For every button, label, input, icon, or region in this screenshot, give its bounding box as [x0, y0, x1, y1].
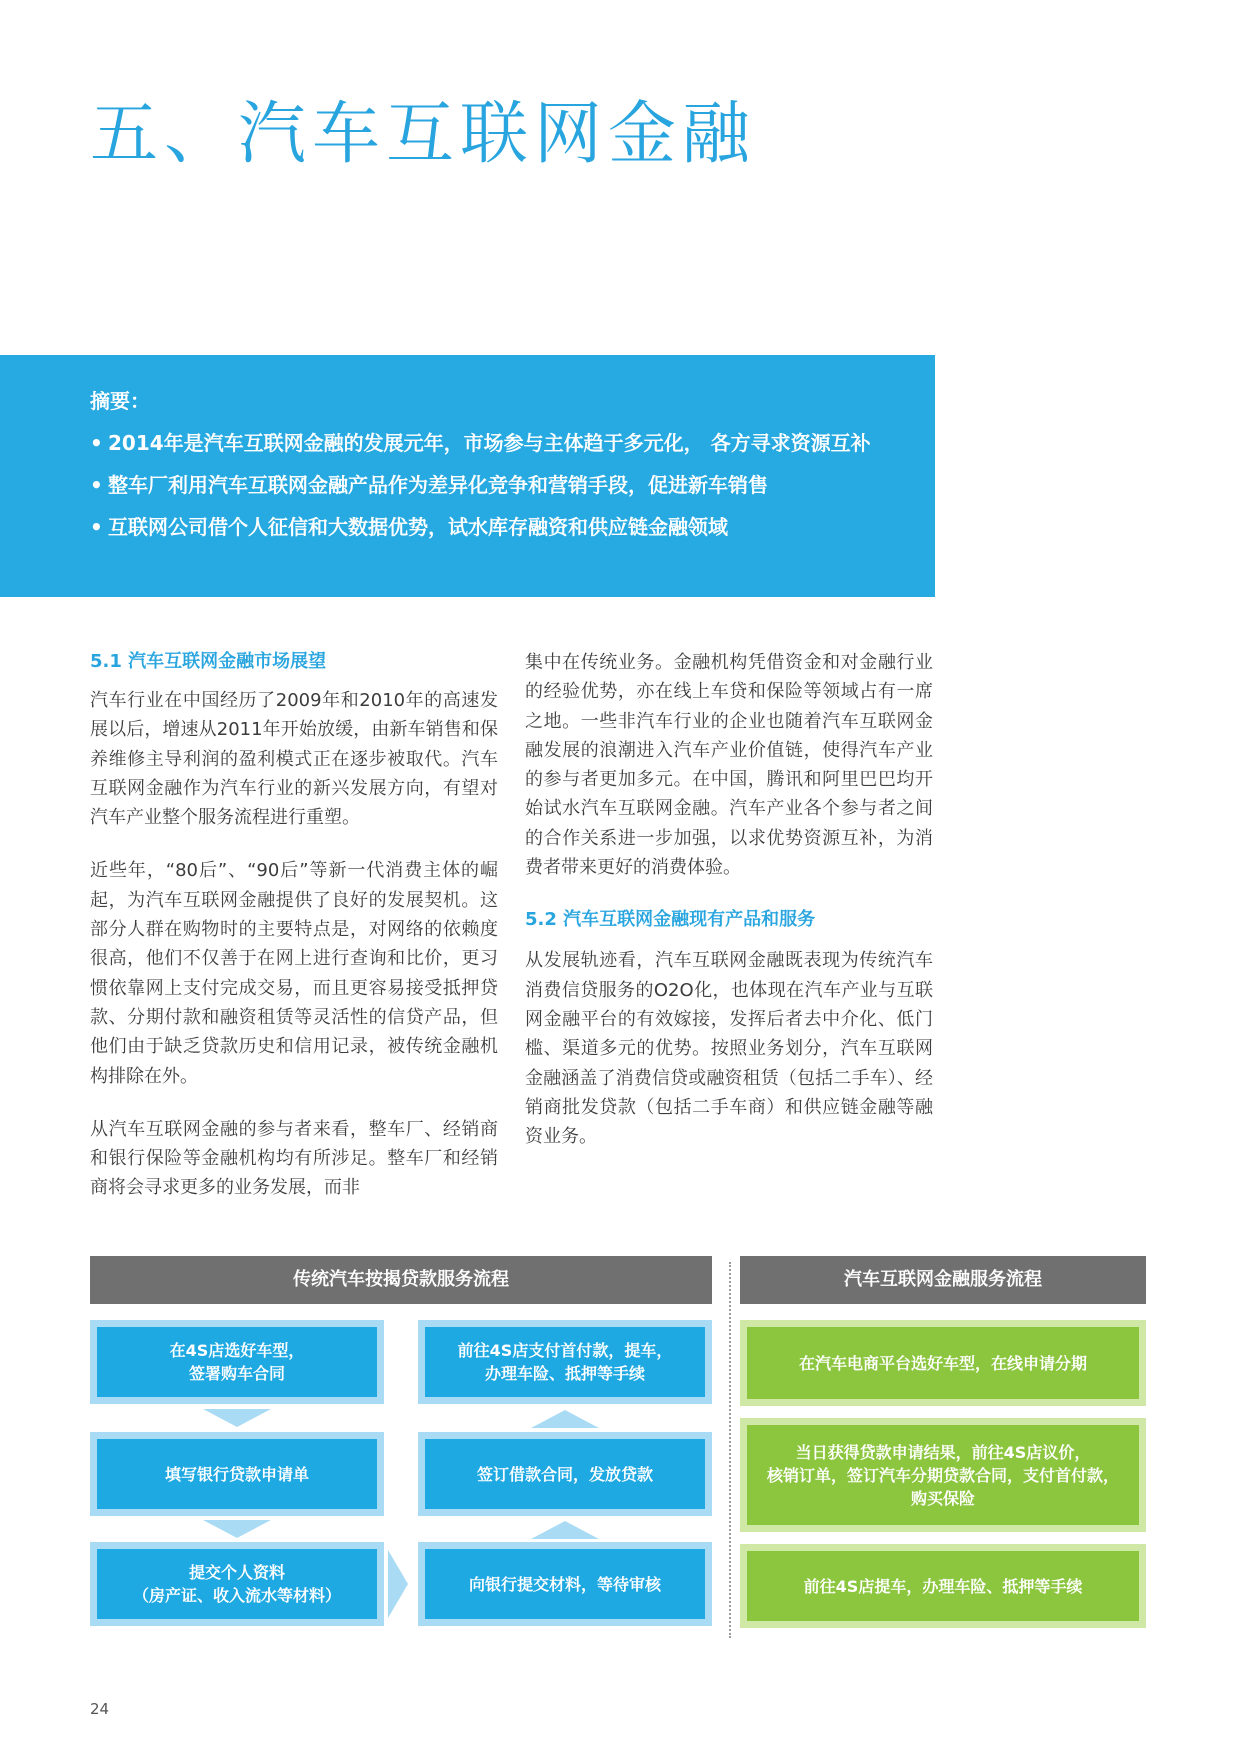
arrow-down-icon — [203, 1409, 271, 1427]
section-title-5-2: 5.2 汽车互联网金融现有产品和服务 — [525, 909, 816, 931]
flow-step-loan-result: 当日获得贷款申请结果，前往4S店议价， 核销订单，签订汽车分期贷款合同，支付首付款， 购买保险 — [740, 1418, 1146, 1532]
flow-step-online-application: 在汽车电商平台选好车型，在线申请分期 — [740, 1320, 1146, 1406]
flow-step-pay-down-payment: 前往4S店支付首付款，提车， 办理车险、抵押等手续 — [418, 1320, 712, 1404]
bullet-icon: • — [90, 473, 103, 497]
paragraph: 从发展轨迹看，汽车互联网金融既表现为传统汽车消费信贷服务的O2O化，也体现在汽车产业与互联网金融平台的有效嫁接，发挥后者去中介化、低门槛、渠道多元的优势。按照业务划分，汽车互联网金融涵盖了消费信贷或融资租赁（包括二手车）、经销商批发贷款（包括二手车商）和供应链金融等融资业务。 — [525, 950, 933, 1148]
summary-item: • 整车厂利用汽车互联网金融产品作为差异化竞争和营销手段，促进新车销售 — [90, 470, 905, 501]
summary-heading: 摘要： — [90, 389, 150, 413]
arrow-up-icon — [531, 1521, 599, 1539]
paragraph: 汽车行业在中国经历了2009年和2010年的高速发展以后，增速从2011年开始放缓，由新车销售和保养维修主导利润的盈利模式正在逐步被取代。汽车互联网金融作为汽车行业的新兴发展方向，有望对汽车产业整个服务流程进行重塑。 — [90, 690, 498, 829]
flow-step-bank-review: 向银行提交材料，等待审核 — [418, 1542, 712, 1626]
summary-item: • 2014年是汽车互联网金融的发展元年，市场参与主体趋于多元化， 各方寻求资源互补 — [90, 428, 905, 459]
flow-step-pick-up-car: 前往4S店提车，办理车险、抵押等手续 — [740, 1544, 1146, 1628]
bullet-icon: • — [90, 515, 103, 539]
page-number: 24 — [90, 1700, 110, 1718]
flow-step-select-car: 在4S店选好车型， 签署购车合同 — [90, 1320, 384, 1404]
right-column — [525, 648, 933, 1175]
summary-list — [90, 428, 905, 543]
arrow-up-icon — [531, 1410, 599, 1428]
summary-item: • 互联网公司借个人征信和大数据优势，试水库存融资和供应链金融领域 — [90, 512, 905, 543]
arrow-right-icon — [388, 1550, 408, 1618]
summary-box — [0, 355, 935, 597]
section-title-5-1: 5.1 汽车互联网金融市场展望 — [90, 651, 327, 672]
flow-step-submit-documents: 提交个人资料 （房产证、收入流水等材料） — [90, 1542, 384, 1626]
paragraph: 近些年，“80后”、“90后”等新一代消费主体的崛起，为汽车互联网金融提供了良好的发展契机。这部分人群在购物时的主要特点是，对网络的依赖度很高，他们不仅善于在网上进行查询和比价，更习惯依靠网上支付完成交易，而且更容易接受抵押贷款、分期付款和融资租赁等灵活性的信贷产品，但他们由于缺乏贷款历史和信用记录，被传统金融机构排除在外。 — [90, 860, 498, 1087]
arrow-down-icon — [203, 1520, 271, 1538]
paragraph: 从汽车互联网金融的参与者来看，整车厂、经销商和银行保险等金融机构均有所涉足。整车厂和经销商将会寻求更多的业务发展，而非 — [90, 1118, 498, 1199]
traditional-flow-header: 传统汽车按揭贷款服务流程 — [90, 1256, 712, 1304]
left-column — [90, 648, 498, 1227]
internet-flow-header: 汽车互联网金融服务流程 — [740, 1256, 1146, 1304]
flow-step-bank-application: 填写银行贷款申请单 — [90, 1432, 384, 1516]
bullet-icon: • — [90, 431, 103, 455]
flow-divider — [729, 1262, 731, 1638]
page-title: 五、汽车互联网金融 — [90, 95, 757, 174]
flow-step-sign-loan-contract: 签订借款合同，发放贷款 — [418, 1432, 712, 1516]
paragraph: 集中在传统业务。金融机构凭借资金和对金融行业的经验优势，亦在线上车贷和保险等领域占有一席之地。一些非汽车行业的企业也随着汽车互联网金融发展的浪潮进入汽车产业价值链，使得汽车产业的参与者更加多元。在中国，腾讯和阿里巴巴均开始试水汽车互联网金融。汽车产业各个参与者之间的合作关系进一步加强，以求优势资源互补，为消费者带来更好的消费体验。 — [525, 652, 933, 879]
